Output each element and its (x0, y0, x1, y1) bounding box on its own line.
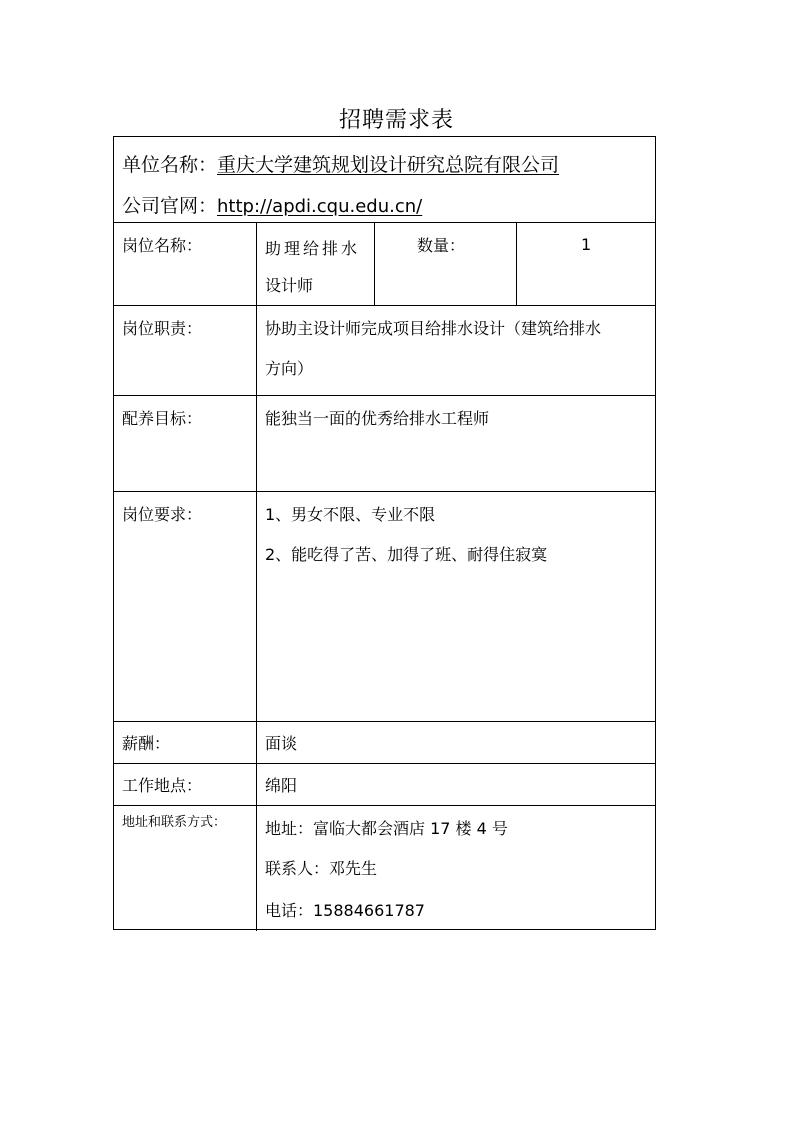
column-divider (516, 222, 517, 305)
contact-address: 地址：富临大都会酒店 17 楼 4 号 (265, 819, 508, 838)
row-divider (114, 491, 655, 492)
contact-label: 地址和联系方式： (122, 815, 227, 830)
contact-phone: 电话：15884661787 (265, 901, 425, 920)
page-title: 招聘需求表 (338, 108, 454, 133)
row-divider (114, 395, 655, 396)
position-value-line1: 助理给排水 (265, 239, 361, 258)
company-website-label: 公司官网： (122, 195, 218, 217)
company-name-label: 单位名称： (122, 154, 218, 176)
location-label: 工作地点： (122, 776, 203, 795)
duty-label: 岗位职责： (122, 319, 203, 338)
row-divider (114, 305, 655, 306)
row-divider (114, 721, 655, 722)
goal-label: 配养目标： (122, 409, 203, 428)
company-website-link[interactable]: http://apdi.cqu.edu.cn/ (217, 196, 423, 217)
goal-value: 能独当一面的优秀给排水工程师 (265, 409, 490, 428)
requirement-item: 2、能吃得了苦、加得了班、耐得住寂寞 (265, 545, 548, 564)
duty-value-line2: 方向） (265, 359, 314, 378)
requirements-label: 岗位要求： (122, 505, 203, 524)
company-name-value: 重庆大学建筑规划设计研究总院有限公司 (217, 154, 560, 176)
position-label: 岗位名称： (122, 236, 203, 255)
company-website-row (122, 191, 422, 218)
duty-value-line1: 协助主设计师完成项目给排水设计（建筑给排水 (265, 319, 602, 338)
contact-person: 联系人：邓先生 (265, 859, 378, 878)
row-divider (114, 222, 655, 223)
position-value-line2: 设计师 (265, 276, 314, 295)
column-divider (374, 222, 375, 305)
requirement-item: 1、男女不限、专业不限 (265, 505, 436, 524)
row-divider (114, 763, 655, 764)
column-divider (256, 222, 257, 931)
salary-value: 面谈 (265, 734, 298, 753)
recruitment-table (113, 136, 656, 930)
quantity-value: 1 (581, 235, 592, 254)
salary-label: 薪酬： (122, 734, 171, 753)
location-value: 绵阳 (265, 776, 298, 795)
row-divider (114, 805, 655, 806)
company-name-row (122, 150, 559, 177)
quantity-label: 数量： (417, 236, 466, 255)
